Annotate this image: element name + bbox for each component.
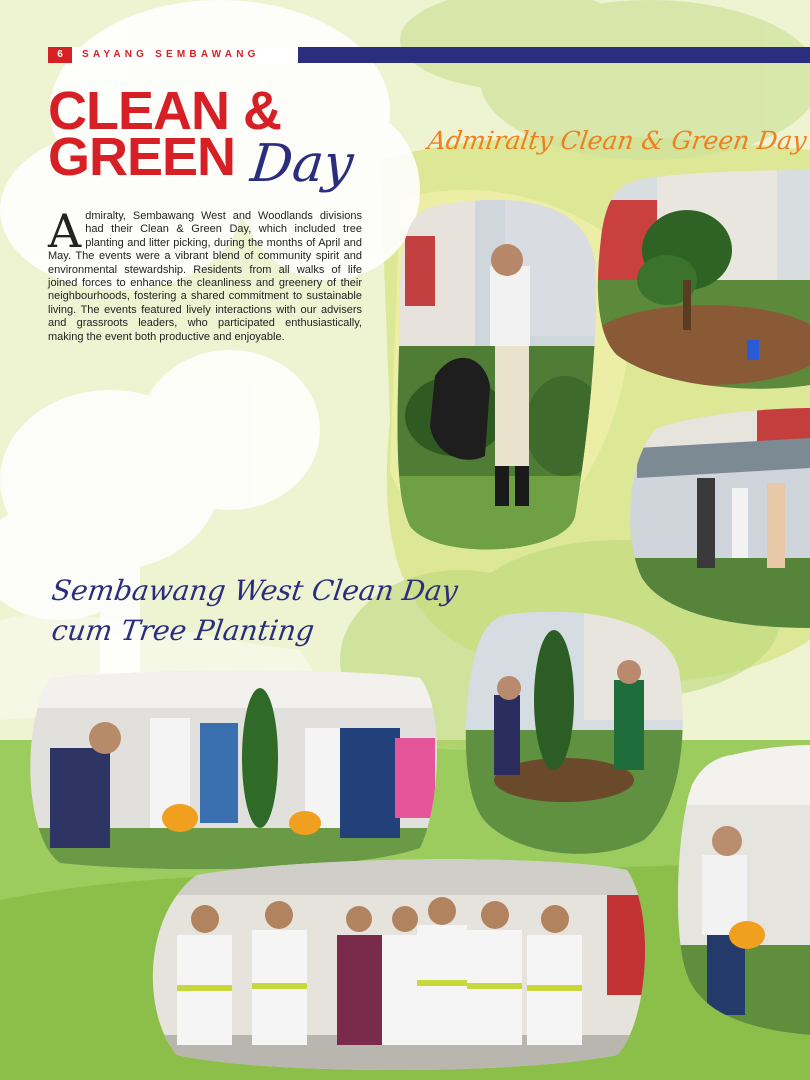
header-bar: [298, 47, 810, 63]
sembawang-heading-line-1: Sembawang West Clean Day: [49, 574, 460, 607]
photo-lady-watering: [672, 745, 810, 1035]
page-title: [48, 81, 368, 196]
photo-planted-tree: [597, 170, 810, 390]
article-text: dmiralty, Sembawang West and Woodlands divisions had their Clean & Green Day, which included tree planting and litter picking, during the months of April and May. The events were a vibrant blend of community spirit and environmental stewardship. Residents from all walks of life joined forces to enhance the cleanliness and greenery of their neighbourhoods, fostering a shared commitment to sustainable living. The events featured lively interactions with our advisers and grassroots leaders, who participated enthusiastically, making the event both productive and enjoyable.: [48, 210, 362, 343]
title-line-2: GREEN: [48, 127, 236, 187]
photo-pavilion-cleanup: [627, 408, 810, 628]
sembawang-heading-line-2: cum Tree Planting: [49, 614, 317, 647]
photo-group-watering: [20, 668, 440, 873]
page-number: 6: [48, 47, 72, 63]
drop-cap: A: [48, 204, 82, 258]
photo-litter-picking: [395, 196, 600, 556]
photo-group-certificates: [137, 855, 647, 1073]
page-header: [48, 47, 810, 63]
admiralty-heading: Admiralty Clean & Green Day: [425, 126, 809, 155]
article-body: [48, 204, 362, 344]
photo-tree-watering: [464, 610, 684, 855]
title-line-1: CLEAN &: [48, 81, 281, 141]
publication-name: SAYANG SEMBAWANG: [72, 47, 342, 63]
title-script: Day: [247, 134, 357, 194]
